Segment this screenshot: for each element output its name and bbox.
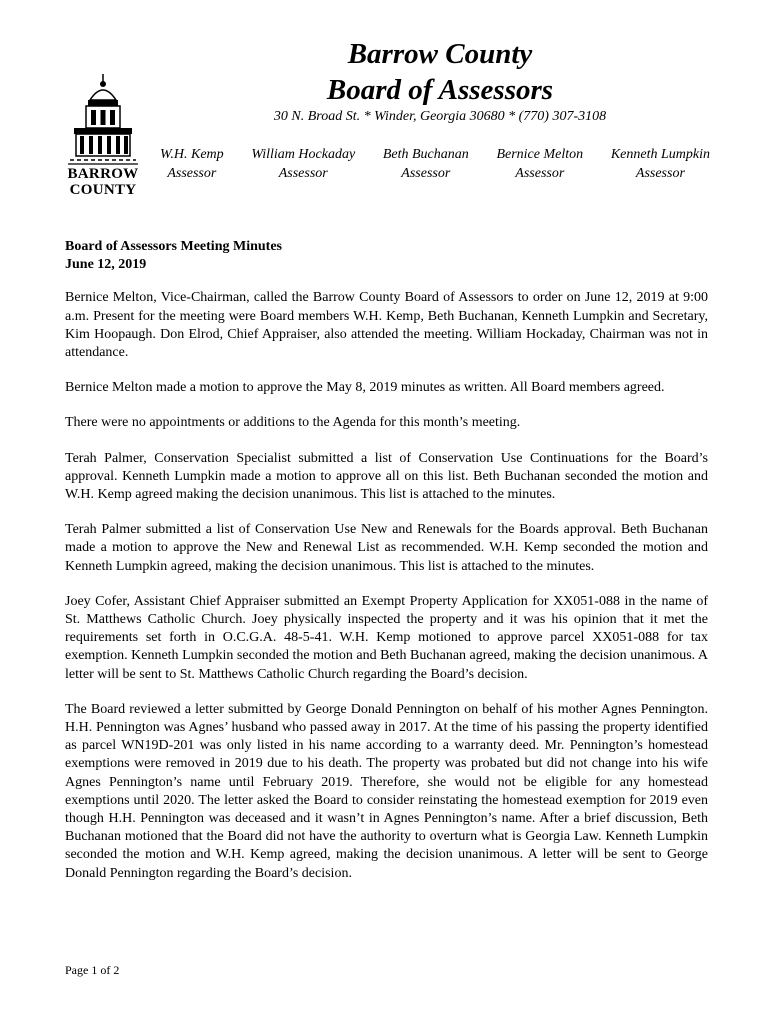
minutes-paragraph: Joey Cofer, Assistant Chief Appraiser submitted an Exempt Property Application for XX051-088 in the name of St. Matthews Catholic Church. Joey physically inspected the property and it was his opinion that it met the requirements set forth in O.C.G.A. 48-5-41. W.H. Kemp motioned to approve parcel XX051-088 for tax exemption. Kenneth Lumpkin seconded the motion and Beth Buchanan agreed, making the decision unanimous. A letter will be sent to St. Matthews Catholic Church regarding the Board’s decision. [65,593,708,682]
page-number: Page 1 of 2 [65,963,120,977]
assessor-entry: Bernice Melton Assessor [496,147,584,181]
minutes-paragraph: Terah Palmer submitted a list of Conservation Use New and Renewals for the Boards approval. Beth Buchanan made a motion to approve the New and Renewal List as recommended. W.H. Kemp seconded the motion and Kenneth Lumpkin agreed, making the decision unanimous. This list is attached to the minutes. [65,522,708,574]
minutes-paragraph: Bernice Melton made a motion to approve the May 8, 2019 minutes as written. All Board members agreed. [65,380,665,396]
assessor-list [160,145,710,183]
minutes-paragraph: There were no appointments or additions to the Agenda for this month’s meeting. [65,415,521,431]
assessor-entry: Kenneth Lumpkin Assessor [610,147,710,181]
assessor-entry: William Hockaday Assessor [251,147,356,181]
assessor-entry: W.H. Kemp Assessor [160,147,224,181]
address-line: 30 N. Broad St. * Winder, Georgia 30680 * (770) 307-3108 [273,109,607,124]
page-title: Barrow County [347,38,533,70]
minutes-date: June 12, 2019 [65,257,147,273]
minutes-paragraph: The Board reviewed a letter submitted by George Donald Pennington on behalf of his mother Agnes Pennington. H.H. Pennington was Agnes’ husband who passed away in 2017. At the time of his passing the property identified as parcel WN19D-201 was only listed in his name according to a warranty deed. Mr. Pennington’s homestead exemptions were removed in 2019 due to his death. The property was probated but did not change into his wife Agnes Pennington’s name until February 2019. Therefore, she would not be eligible for any homestead exemptions until 2020. The letter asked the Board to consider reinstating the homestead exemption for 2019 even though H.H. Pennington was deceased and it wasn’t in Agnes Pennington’s name. After a brief discussion, Beth Buchanan motioned that the Board did not have the authority to overturn what is Georgia Law. Kenneth Lumpkin seconded the motion and W.H. Kemp agreed, making the decision unanimous. A letter will be sent to George Donald Pennington regarding the Board’s decision. [65,701,708,881]
minutes-paragraph: Bernice Melton, Vice-Chairman, called the Barrow County Board of Assessors to order on June 12, 2019 at 9:00 a.m. Present for the meeting were Board members W.H. Kemp, Beth Buchanan, Kenneth Lumpkin and Secretary, Kim Hoopaugh. Don Elrod, Chief Appraiser, also attended the meeting. William Hockaday, Chairman was not in attendance. [65,290,708,361]
assessor-entry: Beth Buchanan Assessor [382,147,469,181]
county-logo-text: BARROW COUNTY [67,166,139,198]
minutes-paragraph: Terah Palmer, Conservation Specialist submitted a list of Conservation Use Continuations for the Board’s approval. Kenneth Lumpkin made a motion to approve all on this list. Beth Buchanan seconded the motion and W.H. Kemp agreed making the decision unanimous. This list is attached to the minutes. [65,450,708,503]
minutes-heading: Board of Assessors Meeting Minutes June 12, 2019 [65,238,708,274]
page-subtitle: Board of Assessors [326,74,554,106]
minutes-body [65,238,708,900]
